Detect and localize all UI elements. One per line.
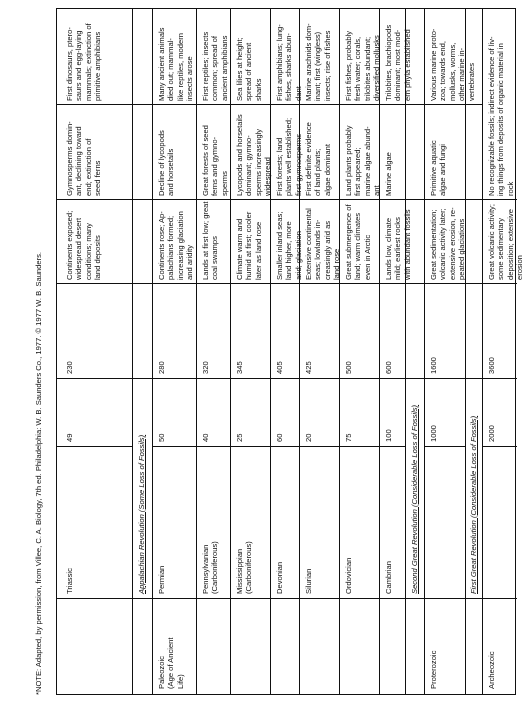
- note-text: *NOTE: Adapted, by permission, from Villee, C. A. Biology, 7th ed. Philadelphia: W. B. Saunders Co., 1977. © 1977 W. B. Saunders.: [34, 251, 43, 695]
- pennsylvanian-geo: Lands at first low; great coal swamps: [201, 201, 220, 280]
- ordovician-start: 500: [344, 361, 353, 374]
- triassic-animals: First dinosaurs, ptero- saurs and egg-laying mammals; extinction of primitive amphibians: [65, 23, 103, 101]
- mississippian-animals: Sea lilies at height; spread of ancient sharks: [235, 37, 263, 101]
- triassic-plants: Gymnosperms domin- ant, declining toward end; extinction of seed ferns: [65, 121, 103, 196]
- archeozoic-duration: 2000: [487, 425, 496, 442]
- devonian-plants: First forests; land plants well established; first gymnosperms: [275, 117, 303, 196]
- cambrian-animals: Trilobites, brachiopods dominant; most mod- ern phyla established: [384, 24, 412, 101]
- silurian-period: Silurian: [304, 568, 313, 594]
- geologic-table: [56, 8, 525, 695]
- cambrian-geo: Lands low, climate mild; earliest rocks with abundant fossils: [384, 209, 412, 280]
- cambrian-duration: 100: [384, 429, 393, 442]
- archeozoic-era: Archeozoic: [487, 651, 496, 689]
- silurian-duration: 20: [304, 433, 313, 442]
- devonian-animals: First amphibians; lung- fishes, sharks abun- dant: [275, 24, 303, 101]
- triassic-start: 230: [65, 361, 74, 374]
- source-note: [0, 8, 48, 695]
- archeozoic-geo: Great volcanic activity; some sedimentary deposition; extensive erosion: [487, 204, 525, 280]
- triassic-period: Triassic: [65, 568, 74, 594]
- mississippian-plants: Lycopods and horsetails dominant; gymno- sperms increasingly widespread: [235, 114, 273, 196]
- ordovician-geo: Great submergence of land; warm climates even in Arctic: [344, 204, 372, 280]
- silurian-start: 425: [304, 361, 313, 374]
- archeozoic-start: 3600: [487, 357, 496, 374]
- devonian-duration: 60: [275, 433, 284, 442]
- triassic-duration: 49: [65, 433, 74, 442]
- pennsylvanian-plants: Great forests of seed ferns and gymno- sperms: [201, 125, 229, 196]
- pennsylvanian-animals: First reptiles; insects common; spread of ancient amphibians: [201, 31, 229, 101]
- appalachian-revolution-label: Appalachian Revolution (Some Loss of Fossils): [137, 434, 146, 594]
- proterozoic-geo: Great sedimentation; volcanic activity later; extensive erosion, re- peated glaciations: [429, 207, 467, 280]
- pennsylvanian-duration: 40: [201, 433, 210, 442]
- permian-period: Permian: [157, 565, 166, 594]
- second-revolution-label: Second Great Revolution (Considerable Loss of Fossils): [410, 404, 419, 594]
- silurian-geo: Extensive continental seas; lowlands in- creasingly arid as land rose: [304, 208, 342, 280]
- ordovician-animals: First fishes, probably fresh water; corals, trilobites abundant; diversified mollusks: [344, 30, 382, 101]
- mississippian-duration: 25: [235, 433, 244, 442]
- ordovician-plants: Land plants probably first appeared; marine algae abund- ant: [344, 125, 382, 196]
- ordovician-duration: 75: [344, 433, 353, 442]
- archeozoic-plants: No recognizable fossils; indirect evidence of liv- ing things from deposits of organic material in rock: [487, 36, 515, 196]
- triassic-geo: Continents exposed; widespread desert conditions; many land deposits: [65, 210, 103, 280]
- proterozoic-start: 1600: [429, 357, 438, 374]
- permian-plants: Decline of lycopods and horsetails: [157, 130, 176, 196]
- proterozoic-era: Proterozoic: [429, 650, 438, 689]
- silurian-animals: Marine arachnids dom- inant; first (wingless) insects; rise of fishes: [304, 23, 332, 101]
- pennsylvanian-start: 320: [201, 361, 210, 374]
- permian-geo: Continents rose; Ap- palachians formed; increasing glaciation and aridity: [157, 211, 195, 280]
- permian-duration: 50: [157, 433, 166, 442]
- devonian-period: Devonian: [275, 561, 284, 594]
- mississippian-start: 345: [235, 361, 244, 374]
- proterozoic-duration: 1000: [429, 425, 438, 442]
- mississippian-period: Mississippian (Carboniferous): [235, 541, 254, 594]
- first-revolution-label: First Great Revolution (Considerable Loss of Fossils): [469, 415, 478, 594]
- pennsylvanian-period: Pennsylvanian (Carboniferous): [201, 541, 220, 594]
- permian-animals: Many ancient animals died out; mammal- like reptiles, modern insects arose: [157, 27, 195, 101]
- cambrian-period: Cambrian: [384, 561, 393, 594]
- cambrian-start: 600: [384, 361, 393, 374]
- proterozoic-animals: Various marine proto- zoa; towards end, mollusks, worms, other marine in- vertebrates: [429, 28, 476, 101]
- proterozoic-plants: Primitive aquatic algae and fungi: [429, 140, 448, 196]
- silurian-plants: First definite evidence of land plants; algae dominant: [304, 122, 332, 196]
- devonian-geo: Smaller inland seas; land higher, more arid; glaciation: [275, 211, 303, 280]
- mississippian-geo: Climate warm and humid at first; cooler later as land rose: [235, 211, 263, 280]
- devonian-start: 405: [275, 361, 284, 374]
- permian-start: 280: [157, 361, 166, 374]
- paleozoic-era: Paleozoic (Age of Ancient Life): [157, 637, 185, 689]
- cambrian-plants: Marine algae: [384, 152, 393, 196]
- ordovician-period: Ordovician: [344, 557, 353, 594]
